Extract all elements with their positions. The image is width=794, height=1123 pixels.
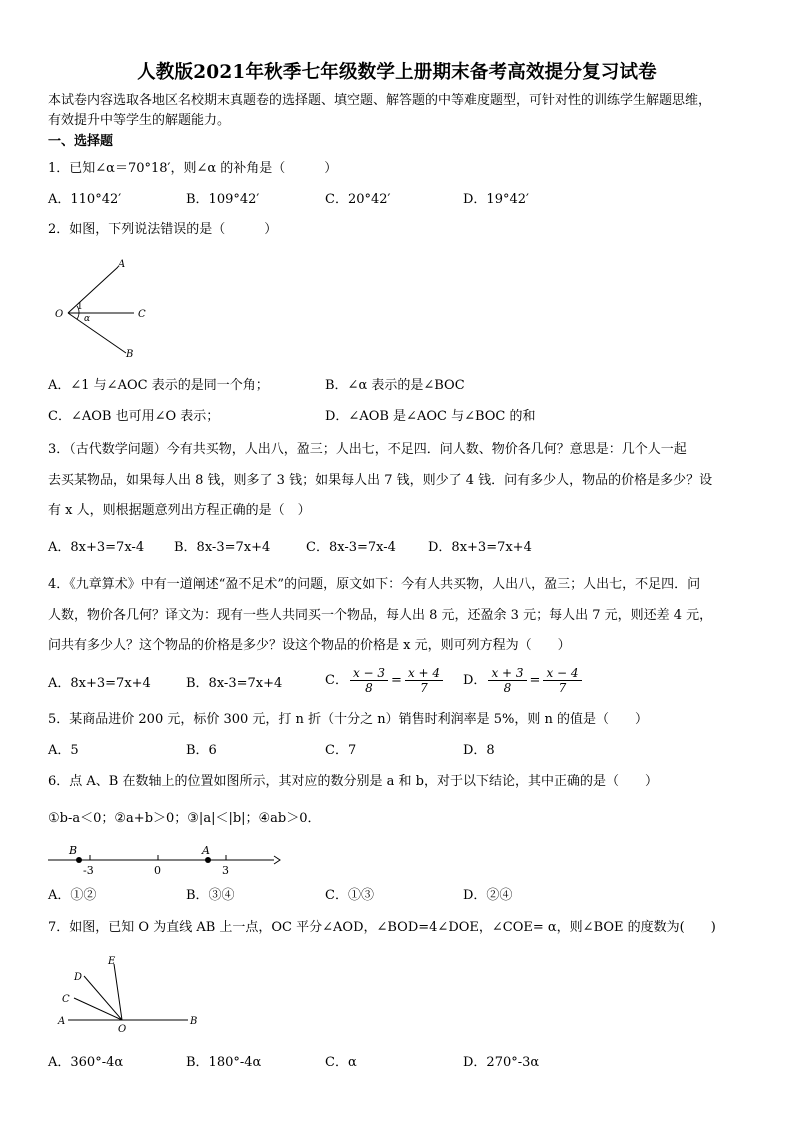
q2-option-d: D．∠AOB 是∠AOC 与∠BOC 的和: [325, 409, 536, 424]
q5-option-a: A．5: [48, 743, 79, 758]
q4-d-numerator-right: x − 4: [543, 666, 581, 681]
q6-option-a: A．①②: [48, 888, 97, 903]
q3-option-a: A．8x+3=7x-4: [48, 540, 145, 555]
q4-option-c-fraction-right: [405, 666, 443, 695]
q2-label-b: B: [126, 349, 134, 360]
q3-line-1: 3．（古代数学问题）今有共买物，人出八，盈三；人出七，不足四．问人数、物价各几何？意思是：几个人一起: [48, 442, 687, 457]
q4-option-c-fraction-left: [350, 666, 388, 695]
q4-option-d-fraction-right: [543, 666, 581, 695]
q5-option-b: B．6: [186, 743, 217, 758]
q6-point-a: [205, 857, 211, 863]
q7-label-a: A: [58, 1016, 66, 1027]
q4-d-equals: =: [529, 672, 541, 688]
q4-option-d-label: D．: [463, 672, 487, 688]
q5-option-c: C．7: [325, 743, 357, 758]
q7-angle-figure: [56, 952, 216, 1034]
q7-option-c: C．α: [325, 1055, 357, 1070]
q4-line-1: 4．《九章算术》中有一道阐述“盈不足术”的问题，原文如下：今有人共买物，人出八，盈三；人出七，不足四．问: [48, 577, 701, 592]
q6-point-a-label: A: [202, 844, 210, 857]
q2-label-1: 1: [77, 302, 83, 312]
q2-label-alpha: α: [84, 314, 91, 324]
q3-option-c: C．8x-3=7x-4: [306, 540, 396, 555]
q6-tick-neg3: -3: [83, 864, 94, 877]
q4-c-denominator-left: 8: [365, 681, 373, 695]
q1-option-c: C．20°42′: [325, 192, 391, 207]
q4-c-equals: =: [391, 672, 402, 688]
q7-label-o: O: [118, 1024, 127, 1035]
q7-label-c: C: [62, 994, 70, 1005]
intro-line-1: 本试卷内容选取各地区名校期末真题卷的选择题、填空题、解答题的中等难度题型，可针对性的训练学生解题思维，: [48, 93, 712, 108]
q5-option-d: D．8: [463, 743, 495, 758]
q4-c-denominator-right: 7: [420, 681, 428, 695]
q1-option-d: D．19°42′: [463, 192, 529, 207]
q2-option-c: C．∠AOB 也可用∠O 表示；: [48, 409, 220, 424]
q4-d-denominator-left: 8: [503, 681, 512, 695]
q4-option-c-label: C．: [325, 672, 348, 688]
q7-label-e: E: [108, 956, 116, 967]
q2-angle-figure: [50, 255, 170, 365]
q2-option-a: A．∠1 与∠AOC 表示的是同一个角；: [48, 378, 269, 393]
q6-option-b: B．③④: [186, 888, 235, 903]
q4-c-numerator-left: x − 3: [350, 666, 388, 681]
q4-option-b: B．8x-3=7x+4: [186, 676, 283, 691]
q7-label-d: D: [74, 972, 83, 983]
q1-stem: 1．已知∠α＝70°18′，则∠α 的补角是（ ）: [48, 161, 338, 176]
q2-label-o: O: [55, 309, 64, 320]
q6-tick-3: 3: [222, 864, 229, 877]
q6-conclusions: ①b-a＜0；②a+b＞0；③|a|＜|b|；④ab＞0．: [48, 811, 321, 826]
section-heading: 一、选择题: [48, 134, 114, 149]
q6-tick-0: 0: [154, 864, 161, 877]
q2-label-a: A: [118, 259, 126, 270]
q6-number-line: [48, 842, 280, 878]
q6-point-b: [76, 857, 82, 863]
q7-option-b: B．180°-4α: [186, 1055, 262, 1070]
q4-line-2: 人数，物价各几何？译文为：现有一些人共同买一个物品，每人出 8 元，还盈余 3 元；每人出 7 元，则还差 4 元，: [48, 608, 713, 623]
q2-stem: 2．如图，下列说法错误的是（ ）: [48, 222, 278, 237]
q2-label-c: C: [138, 309, 146, 320]
q7-option-d: D．270°-3α: [463, 1055, 540, 1070]
q3-line-2: 去买某物品，如果每人出 8 钱，则多了 3 钱；如果每人出 7 钱，则少了 4 钱．问有多少人，物品的价格是多少？设: [48, 473, 713, 488]
page-title: 人教版2021年秋季七年级数学上册期末备考高效提分复习试卷: [137, 62, 657, 83]
q4-option-c: [325, 666, 445, 695]
q4-c-numerator-right: x + 4: [405, 666, 443, 681]
q7-stem: 7．如图，已知 O 为直线 AB 上一点，OC 平分∠AOD，∠BOD=4∠DOE，∠COE= α，则∠BOE 的度数为( ): [48, 920, 716, 935]
q3-line-3: 有 x 人，则根据题意列出方程正确的是（ ）: [48, 503, 311, 518]
q7-label-b: B: [190, 1016, 198, 1027]
q1-option-a: A．110°42′: [48, 192, 122, 207]
q4-d-numerator-left: x + 3: [488, 666, 526, 681]
q6-point-b-label: B: [69, 844, 78, 857]
q6-option-d: D．②④: [463, 888, 513, 903]
q4-option-d-fraction-left: [488, 666, 526, 695]
q6-option-c: C．①③: [325, 888, 374, 903]
q1-option-b: B．109°42′: [186, 192, 260, 207]
q4-line-3: 问共有多少人？这个物品的价格是多少？设这个物品的价格是 x 元，则可列方程为（ ）: [48, 638, 571, 653]
intro-line-2: 有效提升中等学生的解题能力。: [48, 113, 231, 128]
q4-option-a: A．8x+3=7x+4: [48, 676, 151, 691]
q2-option-b: B．∠α 表示的是∠BOC: [325, 378, 465, 393]
q6-stem: 6．点 A、B 在数轴上的位置如图所示，其对应的数分别是 a 和 b，对于以下结论，其中正确的是（ ）: [48, 774, 658, 789]
q3-option-d: D．8x+3=7x+4: [428, 540, 532, 555]
q4-d-denominator-right: 7: [558, 681, 567, 695]
q7-option-a: A．360°-4α: [48, 1055, 124, 1070]
q3-option-b: B．8x-3=7x+4: [174, 540, 271, 555]
q4-option-d: [463, 666, 584, 695]
q5-stem: 5．某商品进价 200 元，标价 300 元，打 n 折（十分之 n）销售时利润率是 5%，则 n 的值是（ ）: [48, 712, 648, 727]
